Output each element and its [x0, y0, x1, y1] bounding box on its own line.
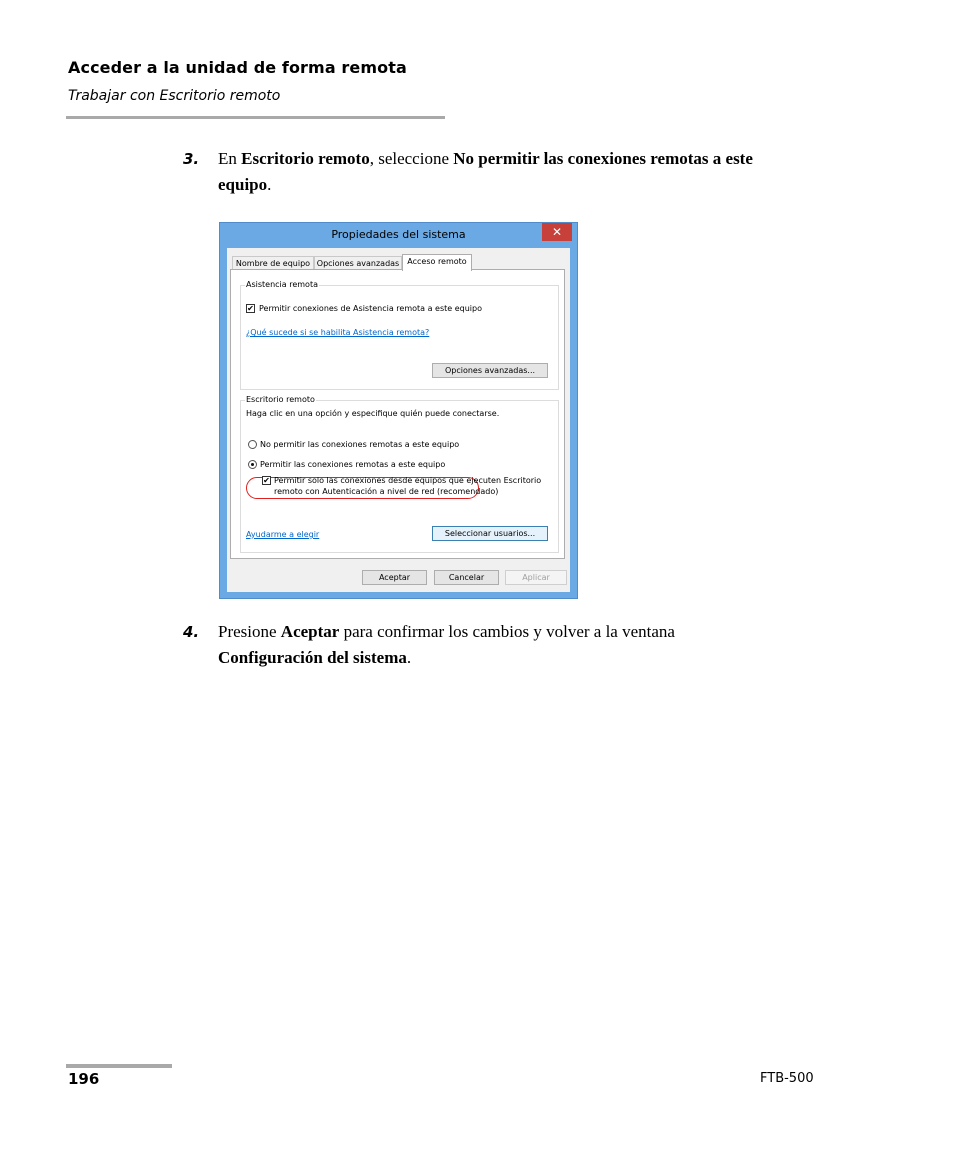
- page-header-title: Acceder a la unidad de forma remota: [68, 58, 407, 77]
- text-run: , seleccione: [369, 149, 454, 168]
- system-properties-dialog: [219, 222, 578, 599]
- select-users-button[interactable]: Seleccionar usuarios...: [432, 526, 548, 541]
- bold-term-deny-option: No permitir las conexiones remotas a este equipo: [218, 149, 753, 194]
- allow-connections-radio[interactable]: [248, 460, 257, 469]
- group-label: Escritorio remoto: [246, 395, 315, 404]
- assistance-help-link[interactable]: ¿Qué sucede si se habilita Asistencia remota?: [246, 328, 430, 337]
- header-rule: [66, 116, 445, 119]
- ok-button[interactable]: Aceptar: [362, 570, 427, 585]
- text-run: En: [218, 149, 242, 168]
- close-icon[interactable]: ✕: [542, 223, 572, 241]
- bold-term-accept: Aceptar: [280, 622, 340, 641]
- text-run: .: [406, 648, 412, 667]
- step-3: [183, 146, 803, 198]
- advanced-options-button[interactable]: Opciones avanzadas...: [432, 363, 548, 378]
- page-number: 196: [68, 1070, 100, 1088]
- allow-assistance-label: Permitir conexiones de Asistencia remota a este equipo: [259, 304, 482, 313]
- nla-checkbox[interactable]: ✔: [263, 476, 270, 485]
- remote-tab-panel: [230, 269, 565, 559]
- page-header-subtitle: Trabajar con Escritorio remoto: [68, 88, 281, 104]
- bold-term-system-config: Configuración del sistema: [218, 648, 407, 667]
- radio-selected-dot: [251, 463, 254, 466]
- deny-connections-radio[interactable]: [248, 440, 257, 449]
- product-model: FTB-500: [760, 1071, 814, 1086]
- help-me-choose-link[interactable]: Ayudarme a elegir: [246, 530, 320, 539]
- step-number: 3.: [183, 150, 200, 168]
- footer-rule: [66, 1064, 172, 1068]
- cancel-button[interactable]: Cancelar: [434, 570, 499, 585]
- group-label: Asistencia remota: [246, 280, 318, 289]
- allow-connections-label: Permitir las conexiones remotas a este equipo: [260, 460, 446, 469]
- dialog-title: Propiedades del sistema: [331, 228, 466, 241]
- text-run: para confirmar los cambios y volver a la ventana: [339, 622, 675, 641]
- nla-label-line1: Permitir solo las conexiones desde equipos que ejecuten Escritorio: [274, 476, 542, 485]
- tab-remote[interactable]: Acceso remoto: [402, 254, 472, 271]
- deny-connections-label: No permitir las conexiones remotas a este equipo: [260, 440, 460, 449]
- allow-assistance-checkbox[interactable]: ✔: [247, 304, 254, 313]
- text-run: Presione: [218, 622, 281, 641]
- dialog-client-area: [227, 248, 570, 592]
- step-number: 4.: [183, 623, 200, 641]
- tab-computer-name[interactable]: Nombre de equipo: [232, 256, 314, 270]
- step-4: [183, 619, 803, 671]
- text-run: .: [267, 175, 272, 194]
- nla-label-line2: remoto con Autenticación a nivel de red (recomendado): [274, 487, 499, 496]
- bold-term-remote-desktop: Escritorio remoto: [241, 149, 370, 168]
- apply-button[interactable]: Aplicar: [505, 570, 567, 585]
- step-text: [218, 146, 778, 198]
- tab-advanced[interactable]: Opciones avanzadas: [314, 256, 402, 270]
- desktop-instruction: Haga clic en una opción y especifique quién puede conectarse.: [246, 409, 500, 418]
- step-text: [218, 619, 778, 671]
